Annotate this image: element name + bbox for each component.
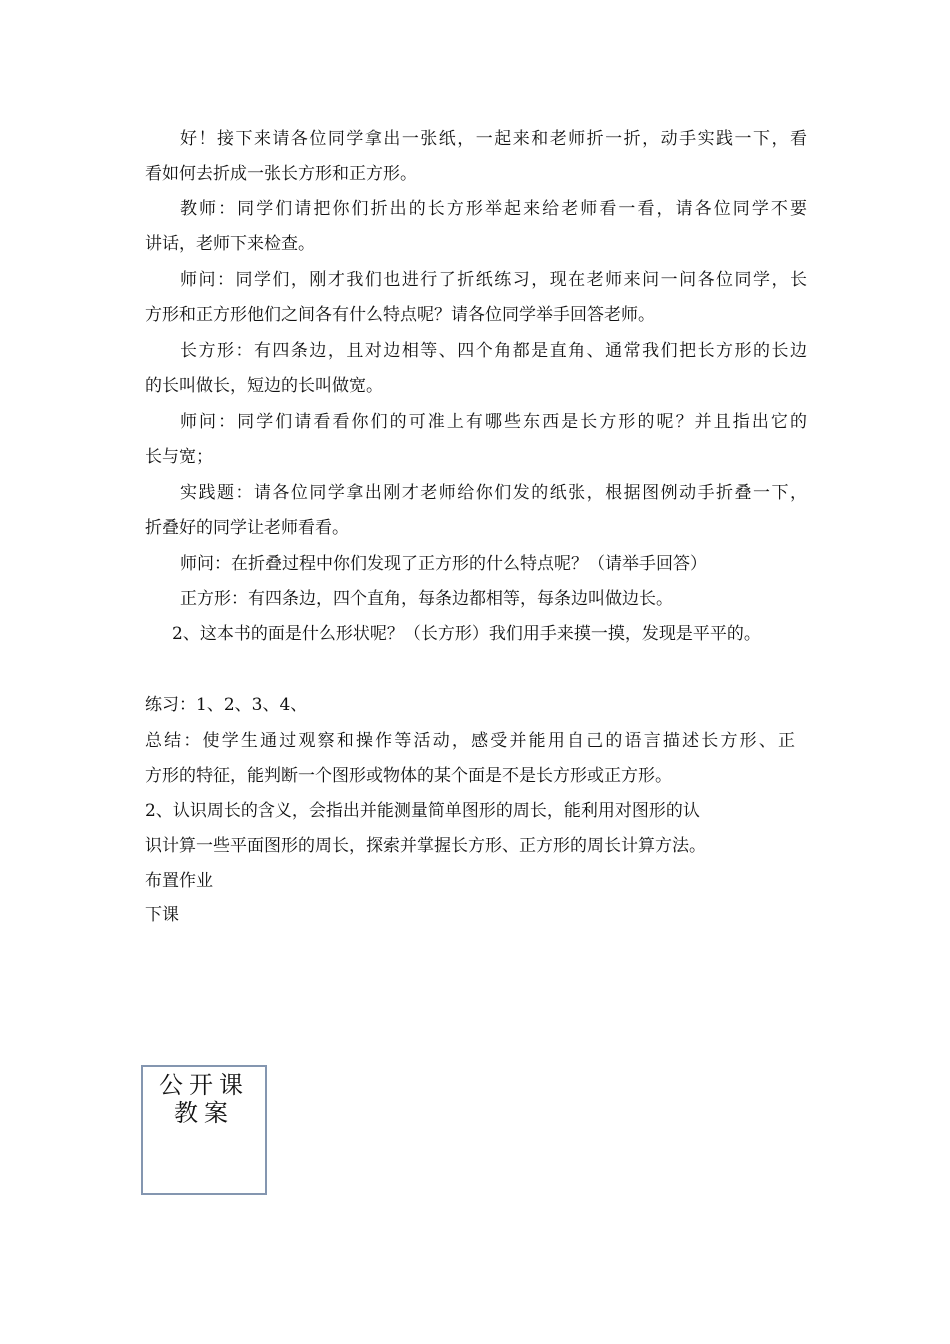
- line-5: 师问：同学们，刚才我们也进行了折纸练习，现在老师来问一问各位同学，长: [180, 270, 807, 290]
- homework-line: 布置作业: [145, 871, 213, 891]
- line-12: 折叠好的同学让老师看看。: [145, 518, 349, 538]
- line-3: 教师：同学们请把你们折出的长方形举起来给老师看一看，请各位同学不要: [180, 199, 807, 219]
- line-4: 讲话，老师下来检查。: [145, 234, 315, 254]
- line-8: 的长叫做长，短边的长叫做宽。: [145, 376, 383, 396]
- practice-line: 练习：1、2、3、4、: [145, 695, 308, 715]
- line-6: 方形和正方形他们之间各有什么特点呢？请各位同学举手回答老师。: [145, 305, 655, 325]
- perimeter-line-1: 2、认识周长的含义，会指出并能测量简单图形的周长，能利用对图形的认: [145, 801, 700, 821]
- summary-line-2: 方形的特征，能判断一个图形或物体的某个面是不是长方形或正方形。: [145, 766, 672, 786]
- line-11: 实践题：请各位同学拿出刚才老师给你们发的纸张，根据图例动手折叠一下，: [180, 483, 807, 503]
- perimeter-line-2: 识计算一些平面图形的周长，探索并掌握长方形、正方形的周长计算方法。: [145, 836, 706, 856]
- line-1: 好！接下来请各位同学拿出一张纸，一起来和老师折一折，动手实践一下，看: [180, 129, 807, 149]
- label-box-text: 公开课 教案: [159, 1071, 249, 1127]
- class-end-line: 下课: [145, 905, 179, 925]
- line-13: 师问：在折叠过程中你们发现了正方形的什么特点呢？（请举手回答）: [180, 554, 707, 574]
- line-7: 长方形：有四条边，且对边相等、四个角都是直角、通常我们把长方形的长边: [180, 341, 807, 361]
- line-14: 正方形：有四条边，四个直角，每条边都相等，每条边叫做边长。: [180, 589, 673, 609]
- line-2: 看如何去折成一张长方形和正方形。: [145, 164, 417, 184]
- label-box: [141, 1065, 267, 1195]
- summary-line-1: 总结：使学生通过观察和操作等活动，感受并能用自己的语言描述长方形、正: [145, 731, 795, 751]
- line-15: 2、这本书的面是什么形状呢？（长方形）我们用手来摸一摸，发现是平平的。: [172, 624, 761, 644]
- line-10: 长与宽；: [145, 447, 213, 467]
- line-9: 师问：同学们请看看你们的可准上有哪些东西是长方形的呢？并且指出它的: [180, 412, 807, 432]
